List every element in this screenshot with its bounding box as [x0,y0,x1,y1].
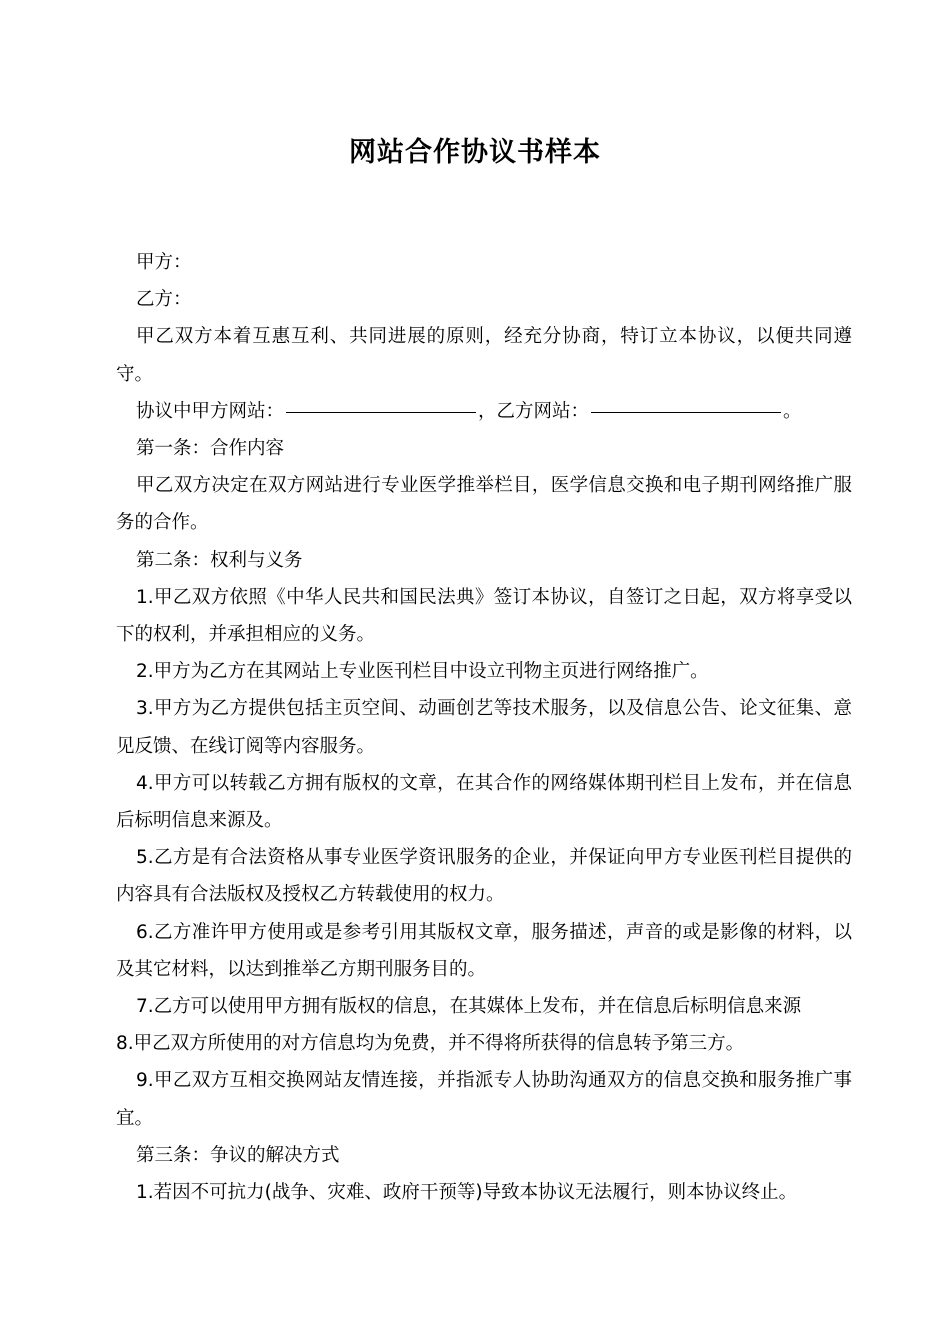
article-3-item: 1.若因不可抗力(战争、灾难、政府干预等)导致本协议无法履行，则本协议终止。 [136,1182,798,1204]
article-2-item: 3.甲方为乙方提供包括主页空间、动画创艺等技术服务，以及信息公告、论文征集、意见反馈、在线订阅等内容服务。 [116,698,852,757]
website-b-label: ，乙方网站： [478,400,590,422]
article-2-item: 4.甲方可以转载乙方拥有版权的文章，在其合作的网络媒体期刊栏目上发布，并在信息后标明信息来源及。 [116,772,852,832]
article-2-item: 1.甲乙双方依照《中华人民共和国民法典》签订本协议，自签订之日起，双方将享受以下的权利，并承担相应的义务。 [116,586,852,646]
article-2-item: 9.甲乙双方互相交换网站友情连接，并指派专人协助沟通双方的信息交换和服务推广事宜。 [116,1070,852,1129]
document-title: 网站合作协议书样本 [349,137,601,168]
party-a-line: 甲方： [136,252,192,273]
article-2-item: 6.乙方准许甲方使用或是参考引用其版权文章，服务描述，声音的或是影像的材料，以及其它材料，以达到推举乙方期刊服务目的。 [116,921,852,980]
article-1-text: 甲乙双方决定在双方网站进行专业医学推举栏目，医学信息交换和电子期刊网络推广服务的合作。 [116,475,852,534]
article-1-heading: 第一条：合作内容 [136,438,285,460]
websites-line-end: 。 [783,400,802,422]
website-a-label: 协议中甲方网站： [136,400,285,422]
websites-line [116,393,852,430]
article-2-item: 7.乙方可以使用甲方拥有版权的信息，在其媒体上发布，并在信息后标明信息来源 [136,996,802,1018]
party-b-line: 乙方： [136,289,192,311]
article-2-item: 8.甲乙双方所使用的对方信息均为免费，并不得将所获得的信息转予第三方。 [116,1033,745,1055]
intro-paragraph: 甲乙双方本着互惠互利、共同进展的原则，经充分协商，特订立本协议，以便共同遵守。 [116,326,852,385]
document-body [116,244,852,1211]
website-a-blank [286,411,476,413]
article-2-item: 2.甲方为乙方在其网站上专业医刊栏目中设立刊物主页进行网络推广。 [136,661,709,683]
article-2-heading: 第二条：权利与义务 [136,549,303,571]
website-b-blank [591,411,781,413]
article-2-item: 5.乙方是有合法资格从事专业医学资讯服务的企业，并保证向甲方专业医刊栏目提供的内容具有合法版权及授权乙方转载使用的权力。 [116,847,852,906]
article-3-heading: 第三条：争议的解决方式 [136,1144,340,1166]
